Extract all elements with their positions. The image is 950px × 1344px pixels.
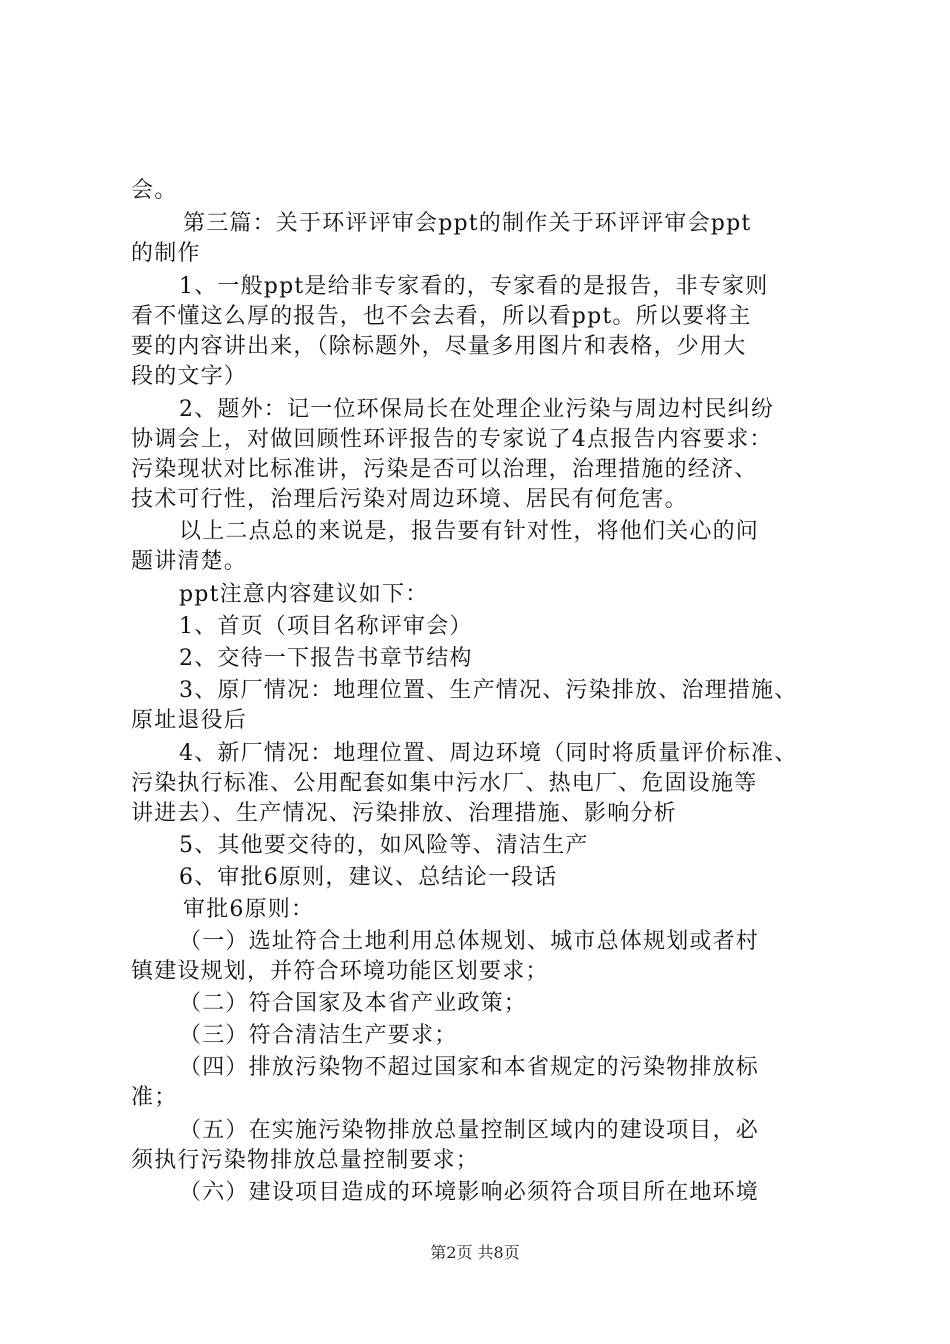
text-line: 审批6原则： [183,897,315,922]
section-heading: 第三篇：关于环评评审会ppt的制作关于环评评审会ppt [183,211,752,236]
principle-item: （三）符合清洁生产要求； [179,1023,458,1048]
principle-item: （四）排放污染物不超过国家和本省规定的污染物排放标 [179,1055,760,1080]
principle-item-continuation: 须执行污染物排放总量控制要求； [131,1148,480,1173]
text-line: 污染现状对比标准讲，污染是否可以治理，治理措施的经济、 [131,457,758,482]
list-item: 4、新厂情况：地理位置、周边环境（同时将质量评价标准、 [179,741,798,766]
principle-item-continuation: 镇建设规划，并符合环境功能区划要求； [131,959,549,984]
list-item: 6、审批6原则，建议、总结论一段话 [179,865,558,890]
text-line: 以上二点总的来说是，报告要有针对性，将他们关心的问 [179,519,760,544]
text-line: ppt注意内容建议如下： [179,582,429,607]
text-line: 会。 [131,178,178,203]
text-line: 题讲清楚。 [131,549,248,574]
list-item: 3、原厂情况：地理位置、生产情况、污染排放、治理措施、 [179,678,798,703]
list-item: 1、首页（项目名称评审会） [179,614,473,639]
text-line: 1、一般ppt是给非专家看的，专家看的是报告，非专家则 [179,274,769,299]
text-line: 协调会上，对做回顾性环评报告的专家说了4点报告内容要求： [131,427,773,452]
principle-item: （五）在实施污染物排放总量控制区域内的建设项目，必 [179,1118,760,1143]
principle-item-continuation: 准； [131,1085,178,1110]
text-line: 看不懂这么厚的报告，也不会去看，所以看ppt。所以要将主 [131,304,752,329]
principle-item: （六）建设项目造成的环境影响必须符合项目所在地环境 [179,1180,760,1205]
list-item: 2、交待一下报告书章节结构 [179,646,473,671]
list-item-continuation: 讲进去）、生产情况、污染排放、治理措施、影响分析 [131,801,677,826]
list-item: 5、其他要交待的，如风险等、清洁生产 [179,833,589,858]
page-footer: 第2页 共8页 [430,1243,520,1262]
principle-item: （二）符合国家及本省产业政策； [179,991,528,1016]
principle-item: （一）选址符合土地利用总体规划、城市总体规划或者村 [179,929,760,954]
text-line: 技术可行性，治理后污染对周边环境、居民有何危害。 [131,487,688,512]
section-heading-continuation: 的制作 [131,241,201,266]
text-line: 2、题外：记一位环保局长在处理企业污染与周边村民纠纷 [179,397,775,422]
list-item-continuation: 污染执行标准、公用配套如集中污水厂、热电厂、危固设施等 [131,771,758,796]
list-item-continuation: 原址退役后 [131,708,248,733]
text-line: 段的文字） [131,364,248,389]
text-line: 要的内容讲出来，（除标题外，尽量多用图片和表格，少用大 [131,334,747,359]
